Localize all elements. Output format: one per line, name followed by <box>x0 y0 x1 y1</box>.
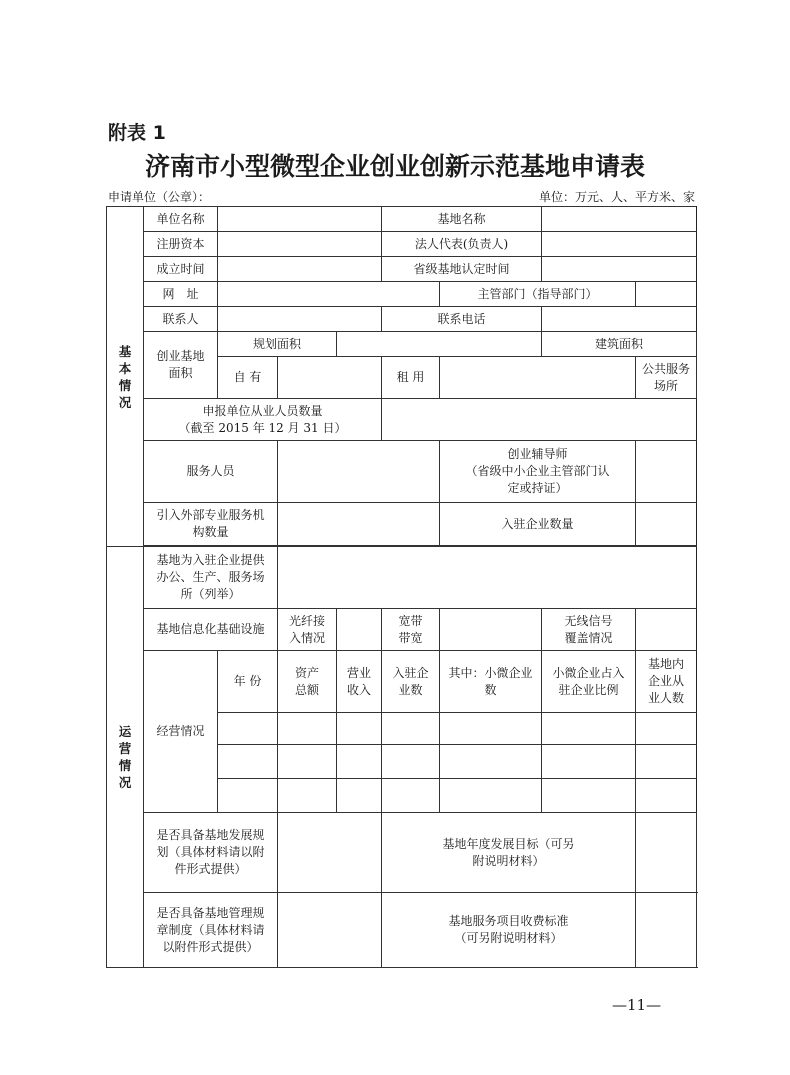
form-title: 济南市小型微型企业创业创新示范基地申请表 <box>144 152 645 181</box>
application-form-table <box>106 206 697 968</box>
field-registered-capital[interactable] <box>218 232 382 257</box>
col-header-employees: 基地内 企业从 业人数 <box>636 651 697 713</box>
table-row <box>107 332 697 357</box>
units-label: 单位：万元、人、平方米、家 <box>538 190 695 204</box>
label-unit-name: 单位名称 <box>144 207 218 232</box>
col-header-year: 年 份 <box>218 651 278 713</box>
label-dev-plan: 是否具备基地发展规 划（具体材料请以附 件形式提供） <box>144 813 278 893</box>
table-row <box>107 547 697 609</box>
cell-revenue[interactable] <box>337 779 382 813</box>
cell-assets[interactable] <box>278 745 337 779</box>
label-built-area: 建筑面积 <box>542 332 697 357</box>
label-legal-rep: 法人代表(负责人) <box>382 232 542 257</box>
table-row <box>107 257 697 282</box>
field-dev-plan[interactable] <box>278 813 382 893</box>
field-external-orgs[interactable] <box>278 503 440 546</box>
cell-micro-ratio[interactable] <box>542 745 636 779</box>
table-row <box>107 813 697 893</box>
label-public-service: 公共服务 场所 <box>636 357 697 399</box>
label-founded: 成立时间 <box>144 257 218 282</box>
field-mgmt-rules[interactable] <box>278 893 382 968</box>
table-row <box>107 207 697 232</box>
cell-year[interactable] <box>218 713 278 745</box>
field-wireless[interactable] <box>636 609 697 651</box>
col-header-micro-ratio: 小微企业占入 驻企业比例 <box>542 651 636 713</box>
col-header-revenue: 营业 收入 <box>337 651 382 713</box>
field-supervisor[interactable] <box>636 282 697 307</box>
field-resident-count[interactable] <box>636 503 697 546</box>
field-owned[interactable] <box>278 357 382 399</box>
field-planned-area[interactable] <box>337 332 542 357</box>
label-provincial-cert-time: 省级基地认定时间 <box>382 257 542 282</box>
cell-revenue[interactable] <box>337 745 382 779</box>
field-legal-rep[interactable] <box>542 232 697 257</box>
cell-micro-ratio[interactable] <box>542 713 636 745</box>
field-annual-goal[interactable] <box>636 813 697 893</box>
label-wireless: 无线信号 覆盖情况 <box>542 609 636 651</box>
label-staff-count: 申报单位从业人员数量 （截至 2015 年 12 月 31 日） <box>144 399 382 441</box>
page-number: —11— <box>612 996 662 1014</box>
label-base-area: 创业基地 面积 <box>144 332 218 399</box>
cell-residents[interactable] <box>382 779 440 813</box>
cell-micro[interactable] <box>440 745 542 779</box>
table-row <box>107 609 697 651</box>
label-operations: 经营情况 <box>144 651 218 813</box>
cell-residents[interactable] <box>382 745 440 779</box>
field-mentors[interactable] <box>636 441 697 503</box>
label-fee-standard: 基地服务项目收费标准 （可另附说明材料） <box>382 893 636 968</box>
field-fiber[interactable] <box>337 609 382 651</box>
label-planned-area: 规划面积 <box>218 332 337 357</box>
label-external-orgs: 引入外部专业服务机 构数量 <box>144 503 278 546</box>
cell-residents[interactable] <box>382 713 440 745</box>
label-annual-goal: 基地年度发展目标（可另 附说明材料） <box>382 813 636 893</box>
col-header-residents: 入驻企 业数 <box>382 651 440 713</box>
table-row <box>107 651 697 713</box>
table-row <box>107 232 697 257</box>
label-service-staff: 服务人员 <box>144 441 278 503</box>
cell-employees[interactable] <box>636 779 697 813</box>
cell-employees[interactable] <box>636 713 697 745</box>
cell-revenue[interactable] <box>337 713 382 745</box>
section-operation-label: 运 营 情 况 <box>107 547 144 968</box>
cell-assets[interactable] <box>278 779 337 813</box>
label-supervisor: 主管部门（指导部门） <box>440 282 636 307</box>
cell-micro[interactable] <box>440 713 542 745</box>
cell-assets[interactable] <box>278 713 337 745</box>
cell-year[interactable] <box>218 779 278 813</box>
field-founded[interactable] <box>218 257 382 282</box>
field-provincial-cert-time[interactable] <box>542 257 697 282</box>
table-row <box>107 893 697 968</box>
label-contact: 联系人 <box>144 307 218 332</box>
label-it-infra: 基地信息化基础设施 <box>144 609 278 651</box>
field-unit-name[interactable] <box>218 207 382 232</box>
table-row <box>107 399 697 441</box>
label-bandwidth: 宽带 带宽 <box>382 609 440 651</box>
section-basic-label: 基 本 情 况 <box>107 207 144 547</box>
table-row <box>107 441 697 503</box>
label-mentors: 创业辅导师 （省级中小企业主管部门认 定或持证） <box>440 441 636 503</box>
field-staff-count[interactable] <box>382 399 697 441</box>
field-website[interactable] <box>218 282 440 307</box>
label-registered-capital: 注册资本 <box>144 232 218 257</box>
label-rented: 租 用 <box>382 357 440 399</box>
label-resident-count: 入驻企业数量 <box>440 503 636 546</box>
label-website: 网 址 <box>144 282 218 307</box>
col-header-micro: 其中：小微企业 数 <box>440 651 542 713</box>
table-row <box>107 282 697 307</box>
label-mgmt-rules: 是否具备基地管理规 章制度（具体材料请 以附件形式提供） <box>144 893 278 968</box>
applicant-label: 申请单位（公章）： <box>108 190 211 204</box>
field-contact[interactable] <box>218 307 382 332</box>
cell-employees[interactable] <box>636 745 697 779</box>
cell-micro-ratio[interactable] <box>542 779 636 813</box>
field-rented[interactable] <box>440 357 636 399</box>
field-phone[interactable] <box>542 307 697 332</box>
field-base-name[interactable] <box>542 207 697 232</box>
label-base-name: 基地名称 <box>382 207 542 232</box>
label-offices: 基地为入驻企业提供 办公、生产、服务场 所（列举） <box>144 547 278 609</box>
table-row <box>107 503 697 546</box>
annex-label: 附表 1 <box>108 122 166 144</box>
field-offices[interactable] <box>278 547 697 609</box>
label-phone: 联系电话 <box>382 307 542 332</box>
field-bandwidth[interactable] <box>440 609 542 651</box>
field-service-staff[interactable] <box>278 441 440 503</box>
col-header-assets: 资产 总额 <box>278 651 337 713</box>
label-owned: 自 有 <box>218 357 278 399</box>
label-fiber: 光纤接 入情况 <box>278 609 337 651</box>
cell-year[interactable] <box>218 745 278 779</box>
cell-micro[interactable] <box>440 779 542 813</box>
table-row <box>107 307 697 332</box>
field-fee-standard[interactable] <box>636 893 697 968</box>
